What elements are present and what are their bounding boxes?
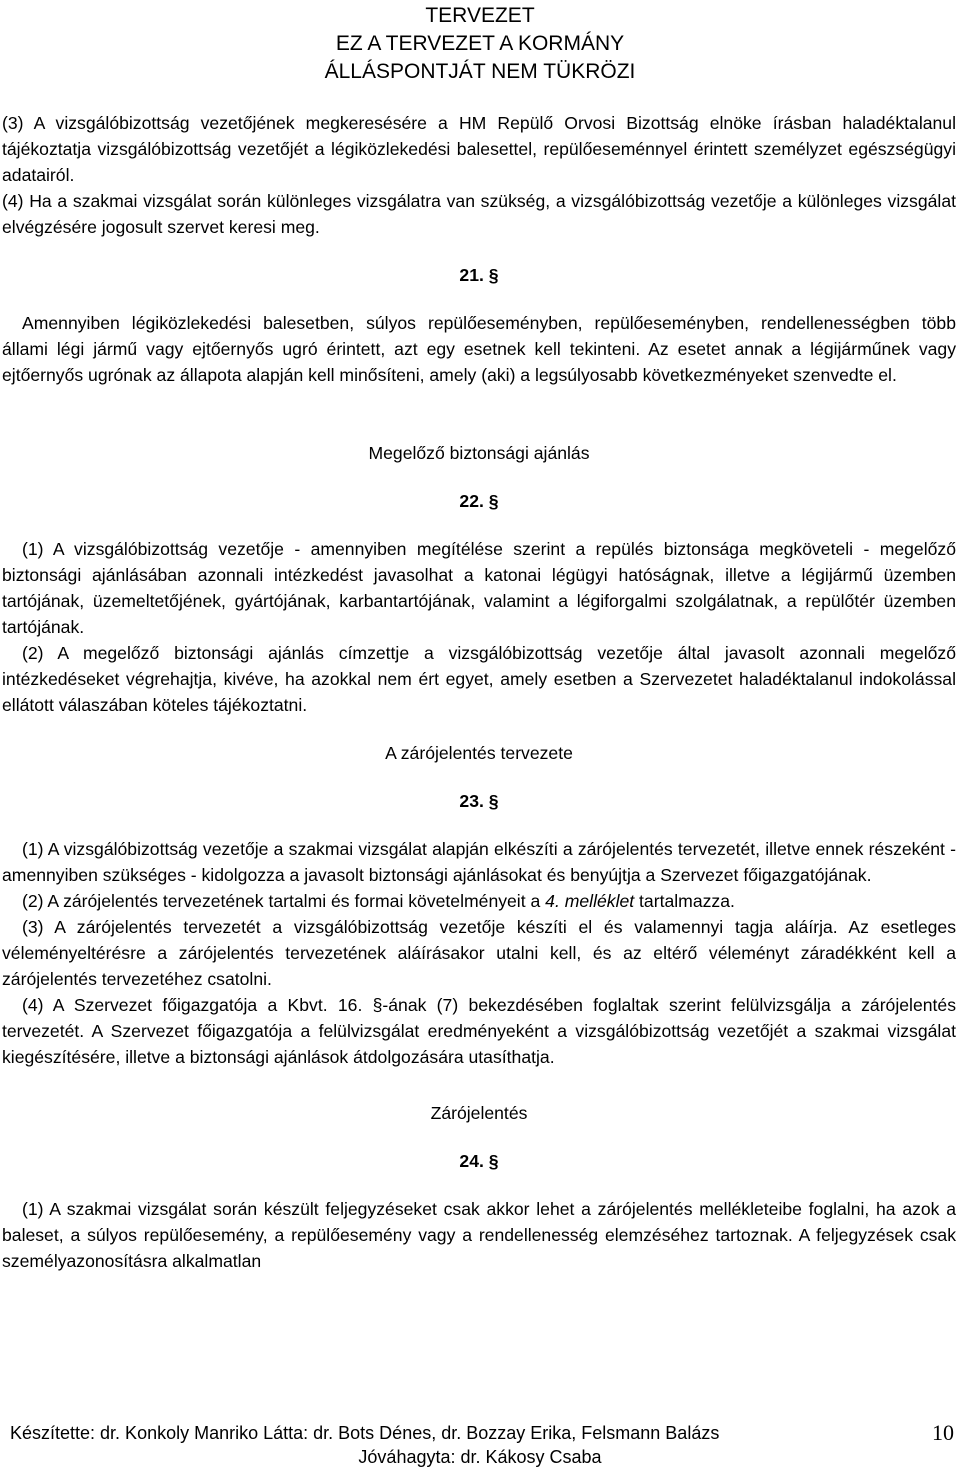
paragraph-23-4: (4) A Szervezet főigazgatója a Kbvt. 16. §-ának (7) bekezdésében foglaltak szerint felülvizsgálja a zárójelentés tervezetét. A Szervezet főigazgatója a felülvizsgálat eredményeként a vizsgálóbizottság vezetőjét a szakmai vizsgálat kiegészítésére, illetve a biztonsági ajánlások átdolgozására utasíthatja. bbox=[2, 995, 956, 1067]
section-22-heading: 22. § bbox=[459, 491, 499, 511]
section-23-heading: 23. § bbox=[459, 791, 499, 811]
paragraph-24-1: (1) A szakmai vizsgálat során készült feljegyzéseket csak akkor lehet a zárójelentés mellékleteibe foglalni, ha azok a baleset, a súlyos repülőesemény, a repülőesemény vagy a rendellenesség elemzéséhez tartoznak. A feljegyzések csak személyazonosításra alkalmatlan bbox=[2, 1199, 956, 1271]
heading-final-report: Zárójelentés bbox=[430, 1103, 528, 1123]
footer-authors: Készítette: dr. Konkoly Manriko Látta: dr. Bots Dénes, dr. Bozzay Erika, Felsmann Balázs bbox=[10, 1423, 720, 1443]
paragraph-23-2-text-c: tartalmazza. bbox=[634, 891, 735, 911]
paragraph-20-3: (3) A vizsgálóbizottság vezetőjének megkeresésére a HM Repülő Orvosi Bizottság elnöke írásban haladéktalanul tájékoztatja vizsgálóbizottság vezetőjét a légiközlekedési balesettel, repülőeseménnyel érintett személyzet egészségügyi adatairól. bbox=[2, 113, 956, 185]
paragraph-20-4: (4) Ha a szakmai vizsgálat során különleges vizsgálatra van szükség, a vizsgálóbizottság vezetője a különleges vizsgálat elvégzésére jogosult szervet keresi meg. bbox=[2, 191, 956, 237]
heading-preventive-recommendation: Megelőző biztonsági ajánlás bbox=[368, 443, 590, 463]
paragraph-21-1: Amennyiben légiközlekedési balesetben, súlyos repülőeseményben, repülőeseményben, rendellenességben több állami légi jármű vagy ejtőernyős ugró érintett, azt egy esetnek kell tekinteni. Az esetet annak a légijárműnek vagy ejtőernyős ugrónak az állapota alapján kell minősíteni, amely (aki) a legsúlyosabb következményeket szenvedte el. bbox=[2, 313, 956, 385]
footer-approver: Jóváhagyta: dr. Kákosy Csaba bbox=[358, 1447, 602, 1467]
paragraph-22-2: (2) A megelőző biztonsági ajánlás címzettje a vizsgálóbizottság vezetője által javasolt azonnali megelőző intézkedéseket végrehajtja, kivéve, ha azokkal nem ért egyet, amely esetben a Szervezetet haladéktalanul indokolással ellátott válaszában köteles tájékoztatni. bbox=[2, 643, 956, 715]
paragraph-23-3: (3) A zárójelentés tervezetét a vizsgálóbizottság vezetője készíti el és valamennyi tagja aláírja. Az esetleges véleményeltérésre a zárójelentés tervezetének aláírásakor utalni kell, és az eltérő véleményt záradékként kell a zárójelentés tervezetéhez csatolni. bbox=[2, 917, 956, 989]
section-21-heading: 21. § bbox=[459, 265, 499, 285]
section-24-heading: 24. § bbox=[459, 1151, 499, 1171]
header-line-1: TERVEZET bbox=[425, 4, 535, 27]
paragraph-23-1: (1) A vizsgálóbizottság vezetője a szakmai vizsgálat alapján elkészíti a zárójelentés tervezetét, illetve ennek részeként - amennyiben szükséges - kidolgozza a javasolt biztonsági ajánlásokat és benyújtja a Szervezet főigazgatójának. bbox=[2, 839, 956, 885]
draft-header bbox=[0, 2, 960, 86]
paragraph-23-2 bbox=[2, 888, 956, 914]
paragraph-22-1: (1) A vizsgálóbizottság vezetője - amennyiben megítélése szerint a repülés biztonsága megköveteli - megelőző biztonsági ajánlásában azonnali intézkedést javasolhat a katonai légügyi hatóságnak, illetve a légijármű üzemben tartójának, üzemeltetőjének, gyártójának, karbantartójának, valamint a légiforgalmi szolgálatnak, a repülőtér üzemben tartójának. bbox=[2, 539, 956, 637]
document-body bbox=[2, 110, 956, 1274]
paragraph-23-2-text-a: (2) A zárójelentés tervezetének tartalmi és formai követelményeit a bbox=[22, 891, 546, 911]
heading-final-report-draft: A zárójelentés tervezete bbox=[385, 743, 573, 763]
header-line-2: EZ A TERVEZET A KORMÁNY bbox=[335, 32, 625, 55]
page-number: 10 bbox=[932, 1420, 954, 1445]
annex-reference: 4. melléklet bbox=[545, 891, 635, 911]
header-line-3: ÁLLÁSPONTJÁT NEM TÜKRÖZI bbox=[324, 60, 636, 83]
